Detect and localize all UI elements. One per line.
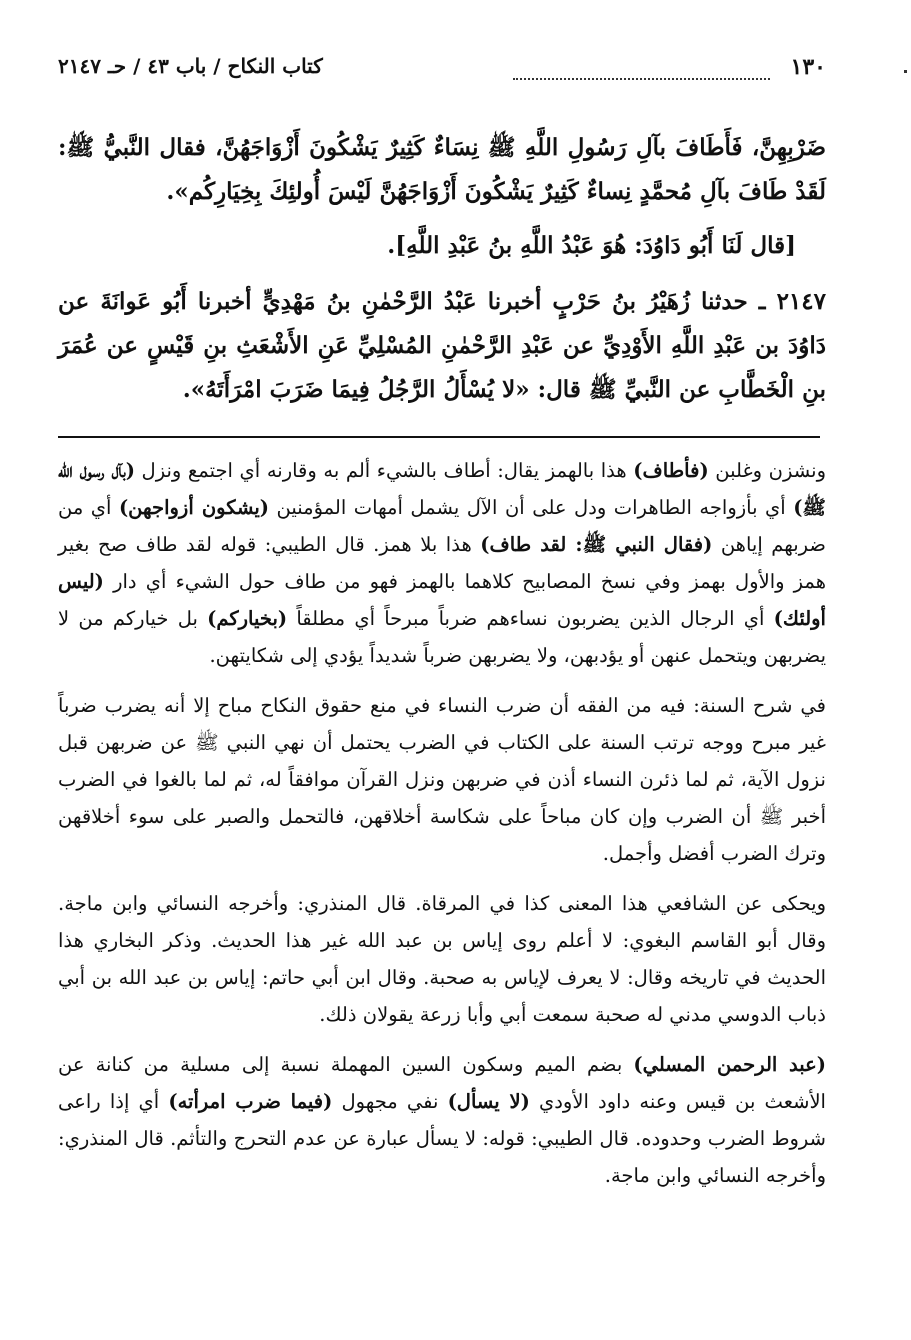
commentary-keyword: (بخياركم) <box>207 607 288 630</box>
commentary-text: بل خياركم من لا يضربهن ويتحمل عنهن أو يؤدبهن، ولا يضربهن ضرباً شديداً يؤدي إلى شكايتهن. <box>58 607 826 667</box>
commentary-paragraph-3: ويحكى عن الشافعي هذا المعنى كذا في المرقاة. قال المنذري: وأخرجه النسائي وابن ماجة. وقال أبو القاسم البغوي: لا أعلم روى إياس بن عبد الله غير هذا الحديث. وذكر البخاري هذا الحديث في تاريخه وقال: لا يعرف لإياس به صحبة. وقال ابن أبي حاتم: إياس بن عبد الله بن أبي ذباب الدوسي مدني له صحبة سمعت أبي وأبا زرعة يقولان ذلك. <box>58 892 826 1026</box>
commentary-paragraph-1 <box>58 452 826 674</box>
commentary-keyword: (يشكون أزواجهن) <box>118 496 270 519</box>
commentary-text: أي بأزواجه الطاهرات ودل على أن الآل يشمل أمهات المؤمنين <box>269 496 794 519</box>
commentary-text: أي الرجال الذين يضربون نساءهم ضرباً مبرحاً أي مطلقاً <box>287 607 774 630</box>
commentary-paragraph-4 <box>58 1046 826 1194</box>
hadith-text <box>58 126 826 412</box>
commentary-keyword: (بآل رسول الله ﷺ) <box>58 459 826 519</box>
abu-dawud-note: [قال لَنَا أَبُو دَاوُدَ: هُوَ عَبْدُ اللَّهِ بنُ عَبْدِ اللَّهِ]. <box>387 232 796 259</box>
hadith-continuation: ضَرْبِهِنَّ، فَأَطَافَ بآلِ رَسُولِ اللَّهِ ﷺ نِسَاءٌ كَثِيرٌ يَشْكُونَ أَزْوَاجَهُنَّ، فقال النَّبيُّ ﷺ: لَقَدْ طَافَ بآلِ مُحمَّدٍ نِساءٌ كَثِيرٌ يَشْكُونَ أَزْوَاجَهُنَّ لَيْسَ أُولئِكَ بِخِيَارِكُم». <box>58 134 826 205</box>
running-title: كتاب النكاح / باب ٤٣ / حـ ٢١٤٧ <box>58 54 323 78</box>
commentary-keyword: (فيما ضرب امرأته) <box>168 1090 333 1113</box>
commentary-keyword: (عبد الرحمن المسلي) <box>633 1053 827 1076</box>
commentary-keyword: (لا يسأل) <box>447 1090 530 1113</box>
header-dotted-leader <box>513 78 770 80</box>
commentary <box>58 452 826 1194</box>
commentary-paragraph-2: في شرح السنة: فيه من الفقه أن ضرب النساء في منع حقوق النكاح مباح إلا أنه يضرب ضرباً غير مبرح ووجه ترتب السنة على الكتاب في الضرب يحتمل أن نهي النبي ﷺ عن ضربهن قبل نزول الآية، ثم لما ذئرن النساء أذن في ضربهن ونزل القرآن موافقاً له، ثم لما بالغوا في الضرب أخبر ﷺ أن الضرب وإن كان مباحاً على شكاسة أخلاقهن، فالتحمل والصبر على سوء أخلاقهن وترك الضرب أفضل وأجمل. <box>58 694 826 865</box>
page-number: ١٣٠ <box>790 54 826 80</box>
page-header <box>58 48 826 84</box>
commentary-text: هذا بالهمز يقال: أطاف بالشيء ألم به وقارنه أي اجتمع ونزل <box>134 459 634 482</box>
commentary-text: هذا بلا همز. قال الطيبي: قوله لقد طاف صح بغير همز والأول بهمز وفي نسخ المصابيح كلاهما بالهمز فهو من طاف حول الشيء أي دار <box>58 533 826 593</box>
hadith-2147-text: ـ حدثنا زُهَيْرُ بنُ حَرْبٍ أخبرنا عَبْدُ الرَّحْمٰنِ بنُ مَهْدِيٍّ أخبرنا أَبُو عَوانَةَ عن دَاوُدَ بن عَبْدِ اللَّهِ الأَوْدِيِّ عن عَبْدِ الرَّحْمٰنِ المُسْلِيِّ عَنِ الأَشْعَثِ بنِ قَيْسٍ عن عُمَرَ بنِ الْخَطَّابِ عن النَّبيِّ ﷺ قال: «لا يُسْأَلُ الرَّجُلُ فِيمَا ضَرَبَ امْرَأَتَهُ». <box>58 288 826 403</box>
footnote-divider <box>58 436 820 438</box>
commentary-text: أي من ضربهم إياهن <box>58 496 826 556</box>
commentary-text: ونشزن وغلبن <box>708 459 827 482</box>
commentary-keyword: (ليس أولئك) <box>58 570 826 630</box>
commentary-text: نفي مجهول <box>332 1090 448 1113</box>
hadith-number: ٢١٤٧ <box>776 288 826 315</box>
commentary-keyword: (فقال النبي ﷺ: لقد طاف) <box>480 533 713 556</box>
commentary-text: أي إذا راعى شروط الضرب وحدوده. قال الطيبي: قوله: لا يسأل عبارة عن عدم التحرج والتأثم. قال المنذري: وأخرجه النسائي وابن ماجة. <box>58 1090 826 1187</box>
page <box>58 48 826 1207</box>
hadith-2147 <box>58 280 826 412</box>
scan-mark <box>904 70 907 73</box>
commentary-keyword: (فأطاف) <box>633 459 709 482</box>
commentary-text: بضم الميم وسكون السين المهملة نسبة إلى مسلية من كنانة عن الأشعث بن قيس وعنه داود الأودي <box>58 1053 826 1113</box>
